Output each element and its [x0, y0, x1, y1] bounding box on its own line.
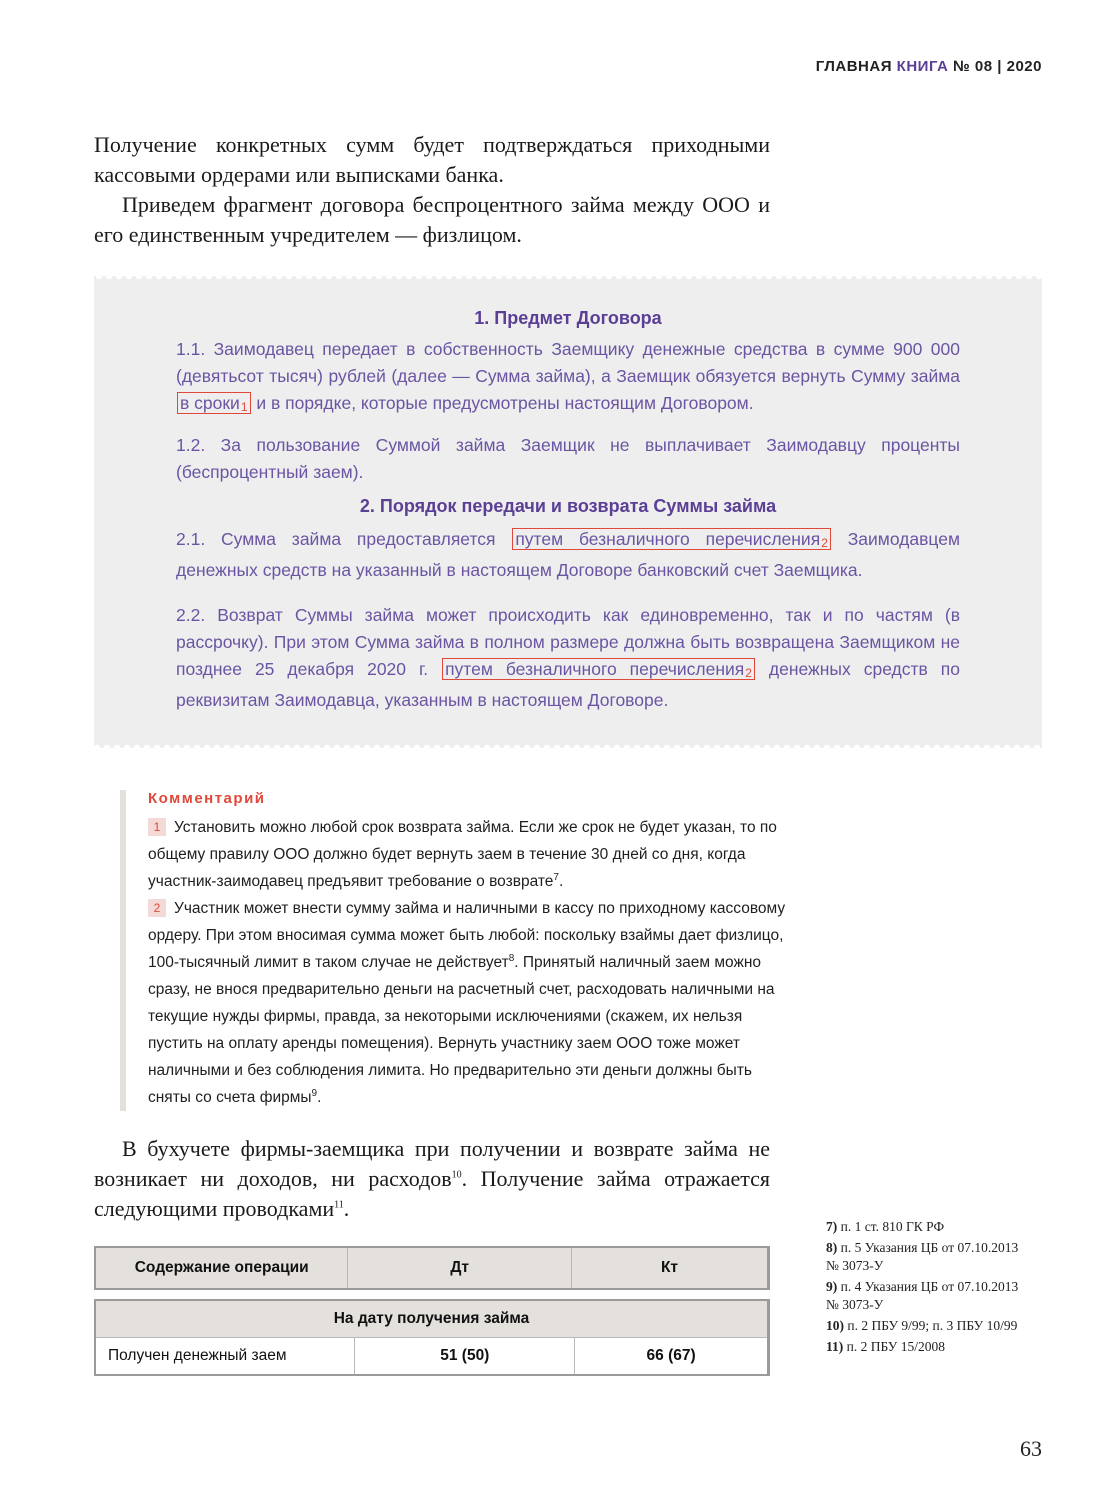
highlight-terms-text: в сроки [180, 393, 240, 413]
intro-paragraph-1: Получение конкретных сумм будет подтверждаться приходными кассовыми ордерами или выписками банка. [94, 132, 770, 187]
comment-item-2-text-a: Участник может внести сумму займа и наличными в кассу по приходному кассовому ордеру. При этом вносимая сумма может быть любой: поскольку взаймы дает физлицо, 100-тысячный лимит в таком случае не действует [148, 900, 786, 971]
contract-section-1-title: 1. Предмет Договора [474, 308, 662, 328]
comment-item-2: 2 Участник может внести сумму займа и наличными в кассу по приходному кассовому ордеру. При этом вносимая сумма может быть любой: поскольку взаймы дает физлицо, 100-тысячный лимит в таком случае не действует$^8$. Принятый наличный заем можно сразу, не внося предварительно деньги на расчетный счет, расходовать наличными на текущие нужды фирмы, правда, за некоторыми исключениями (скажем, их нельзя пустить на оплату аренды помещения). Вернуть участнику заем ООО тоже может наличными и без соблюдения лимита. Но предварительно эти деньги должны быть сняты со счета фирмы$^9$. [148, 900, 786, 1106]
footnote-7-num: 7) [826, 1219, 838, 1234]
footnote-11-text: п. 2 ПБУ 15/2008 [846, 1339, 945, 1354]
header-main: ГЛАВНАЯ [815, 58, 892, 75]
accounting-paragraph: В бухучете фирмы-заемщика при получении и возврате займа не возникает ни доходов, ни расходов$^{10}$. Получение займа отражается следующими проводками$^{11}$. [94, 1136, 771, 1221]
footnotes [826, 1218, 1026, 1359]
perforated-edge-top [94, 276, 1042, 282]
highlight-transfer-1 [512, 528, 831, 550]
footnote-11-num: 11) [826, 1339, 844, 1354]
footnote-9-text: п. 4 Указания ЦБ от 07.10.2013 № 3073-У [826, 1279, 1019, 1312]
accounting-text-a: В бухучете фирмы-заемщика при получении и возврате займа не возникает ни доходов, ни расходов [94, 1136, 770, 1191]
contract-clause-1-1 [176, 336, 960, 421]
cell-credit: 66 (67) [575, 1338, 769, 1376]
footnote-9-num: 9) [826, 1279, 838, 1294]
highlight-ref-2a: 2 [821, 536, 828, 550]
highlight-transfer-2-text: путем безналичного перечисления [445, 659, 745, 679]
clause-2-2-text-b: денежных средств по реквизитам Заимодавца, указанным в настоящем Договоре. [176, 659, 960, 710]
highlight-transfer-2 [442, 658, 755, 680]
footnote-8-text: п. 5 Указания ЦБ от 07.10.2013 № 3073-У [826, 1240, 1019, 1273]
highlight-ref-1: 1 [240, 400, 248, 414]
footnote-11 [826, 1338, 1026, 1356]
comment-title: Комментарий [148, 790, 266, 807]
header-credit: Кт [571, 1247, 768, 1289]
cell-debit: 51 (50) [355, 1338, 575, 1376]
accounting-text-b: . Получение займа отражается следующими проводками [94, 1166, 771, 1221]
header-issue: № 08 | 2020 [953, 58, 1042, 75]
group-label: На дату получения займа [95, 1300, 769, 1338]
footnote-10-text: п. 2 ПБУ 9/99; п. 3 ПБУ 10/99 [847, 1318, 1018, 1333]
comment-block [120, 790, 798, 1111]
clause-2-1-text-b: Заимодавцем денежных средств на указанный в настоящем Договоре банковский счет Заемщика. [176, 529, 960, 580]
comment-number-1: 1 [148, 818, 166, 836]
page-number: 63 [1020, 1436, 1042, 1461]
footnote-9 [826, 1278, 1026, 1314]
clause-1-1-text-b: и в порядке, которые предусмотрены настоящим Договором. [256, 393, 754, 413]
footnote-ref-11: 11 [334, 1199, 344, 1211]
header-debit: Дт [348, 1247, 572, 1289]
footnote-ref-7: 7 [553, 871, 559, 883]
highlight-transfer-1-text: путем безналичного перечисления [515, 529, 821, 549]
comment-item-1: 1 Установить можно любой срок возврата займа. Если же срок не будет указан, то по общему правилу ООО должно будет вернуть заем в течение 30 дней со дня, когда участник-заимодавец предъявит требование о возврате$^7$. [148, 819, 777, 890]
comment-item-2-text-b: . Принятый наличный заем можно сразу, не внося предварительно деньги на расчетный счет, расходовать наличными на текущие нужды фирмы, правда, за некоторыми исключениями (скажем, их нельзя пустить на оплату аренды помещения). Вернуть участнику заем ООО тоже может наличными и без соблюдения лимита. Но предварительно эти деньги должны быть сняты со счета фирмы [148, 954, 775, 1106]
postings-table [94, 1299, 770, 1376]
cell-operation: Получен денежный заем [95, 1338, 355, 1376]
footnote-7-text: п. 1 ст. 810 ГК РФ [840, 1219, 945, 1234]
clause-2-2-text-a: 2.2. Возврат Суммы займа может происходить как единовременно, так и по частям (в рассрочку). При этом Сумма займа в полном размере должна быть возвращена Заемщиком не позднее 25 декабря 2020 г. [176, 605, 960, 679]
contract-clause-2-1 [176, 526, 960, 584]
comment-number-2: 2 [148, 899, 166, 917]
running-header [816, 58, 1042, 75]
header-accent: КНИГА [896, 58, 949, 75]
accounting-text [94, 1134, 770, 1224]
highlight-ref-2b: 2 [745, 666, 752, 680]
header-operation: Содержание операции [95, 1247, 348, 1289]
footnote-10-num: 10) [826, 1318, 844, 1333]
footnote-8 [826, 1239, 1026, 1275]
clause-2-1-text-a: 2.1. Сумма займа предоставляется [176, 529, 496, 549]
footnote-ref-9: 9 [311, 1087, 318, 1099]
postings-table-header [94, 1246, 770, 1290]
table-group-row [95, 1300, 769, 1338]
footnote-10 [826, 1317, 1026, 1335]
contract-body [176, 304, 960, 714]
footnote-ref-10: 10 [451, 1169, 462, 1181]
footnote-8-num: 8) [826, 1240, 838, 1255]
perforated-edge-bottom [94, 742, 1042, 748]
intro-text [94, 130, 770, 250]
intro-paragraph-2: Приведем фрагмент договора беспроцентного займа между ООО и его единственным учредителем — физлицом. [94, 192, 770, 247]
table-header-row [95, 1247, 769, 1289]
highlight-terms [177, 392, 251, 414]
comment-item-1-text: Установить можно любой срок возврата займа. Если же срок не будет указан, то по общему правилу ООО должно будет вернуть заем в течение 30 дней со дня, когда участник-заимодавец предъявит требование о возврате [148, 819, 777, 890]
footnote-ref-8: 8 [508, 952, 515, 964]
contract-clause-2-2 [176, 602, 960, 714]
clause-1-1-text-a: 1.1. Заимодавец передает в собственность Заемщику денежные средства в сумме 900 000 (девятьсот тысяч) рублей (далее — Сумма займа), а Заемщик обязуется вернуть Сумму займа [176, 339, 960, 386]
table-row [95, 1338, 769, 1376]
footnote-7 [826, 1218, 1026, 1236]
contract-section-2-title: 2. Порядок передачи и возврата Суммы займа [359, 496, 777, 516]
contract-excerpt [94, 276, 1042, 748]
contract-clause-1-2: 1.2. За пользование Суммой займа Заемщик не выплачивает Заимодавцу проценты (беспроцентный заем). [176, 435, 960, 482]
